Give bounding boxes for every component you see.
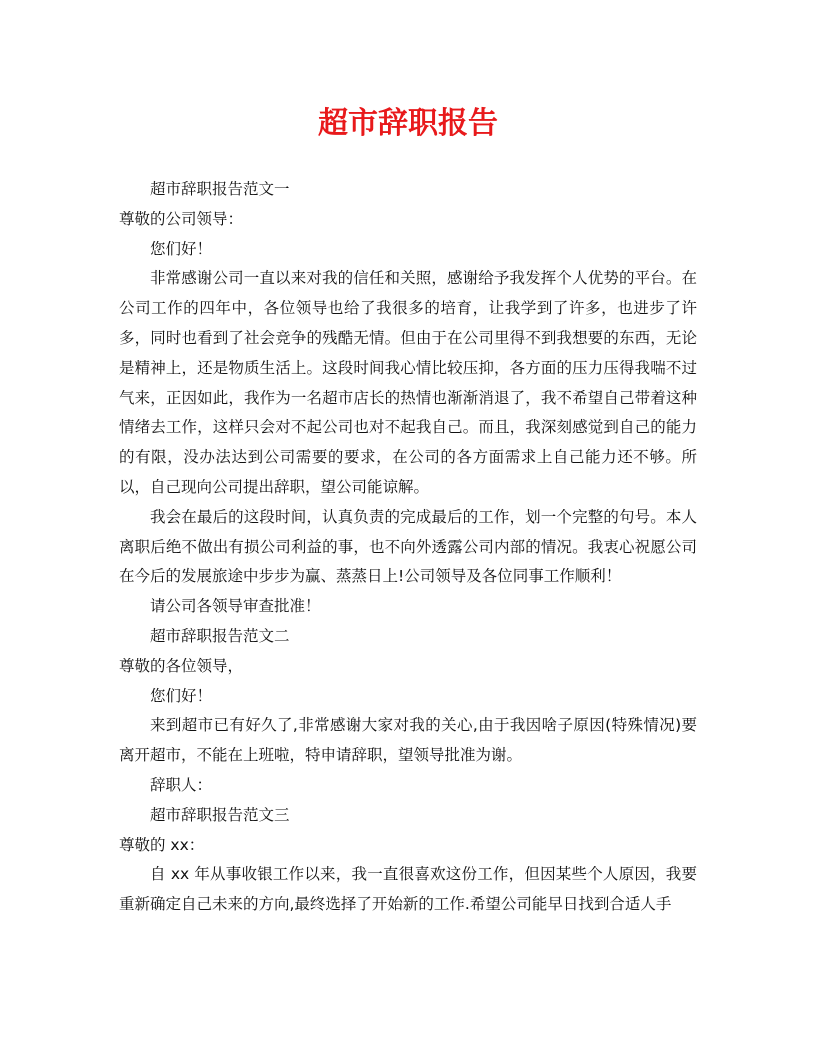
paragraph: 辞职人： <box>150 775 213 794</box>
paragraph: 我会在最后的这段时间，认真负责的完成最后的工作，划一个完整的句号。本人离职后绝不做出有损公司利益的事，也不向外透露公司内部的情况。我衷心祝愿公司在今后的发展旅途中步步为赢、蒸蒸日上!公司领导及各位同事工作顺利！ <box>119 507 697 586</box>
paragraph: 尊敬的公司领导： <box>119 209 244 228</box>
paragraph: 非常感谢公司一直以来对我的信任和关照，感谢给予我发挥个人优势的平台。在公司工作的四年中，各位领导也给了我很多的培育，让我学到了许多，也进步了许多，同时也看到了社会竞争的残酷无情。但由于在公司里得不到我想要的东西，无论是精神上，还是物质生活上。这段时间我心情比较压抑，各方面的压力压得我喘不过气来，正因如此，我作为一名超市店长的热情也渐渐消退了，我不希望自己带着这种情绪去工作，这样只会对不起公司也对不起我自己。而且，我深刻感觉到自己的能力的有限，没办法达到公司需要的要求，在公司的各方面需求上自己能力还不够。所以，自己现向公司提出辞职，望公司能谅解。 <box>119 269 697 496</box>
paragraph: 尊敬的各位领导， <box>119 656 244 675</box>
document-body <box>119 175 697 920</box>
paragraph: 超市辞职报告范文三 <box>150 805 290 824</box>
document-title: 超市辞职报告 <box>318 106 498 141</box>
paragraph: 请公司各领导审查批准！ <box>150 597 321 616</box>
paragraph: 超市辞职报告范文一 <box>150 180 290 198</box>
paragraph: 来到超市已有好久了,非常感谢大家对我的关心,由于我因啥子原因(特殊情况)要离开超市，不能在上班啦，特申请辞职，望领导批准为谢。 <box>119 716 697 765</box>
paragraph: 您们好！ <box>150 239 213 258</box>
paragraph: 超市辞职报告范文二 <box>150 626 290 645</box>
paragraph: 尊敬的 xx： <box>119 835 205 854</box>
paragraph: 您们好！ <box>150 686 213 705</box>
paragraph: 自 xx 年从事收银工作以来，我一直很喜欢这份工作，但因某些个人原因，我要重新确定自己未来的方向,最终选择了开始新的工作.希望公司能早日找到合适人手 <box>119 865 697 914</box>
